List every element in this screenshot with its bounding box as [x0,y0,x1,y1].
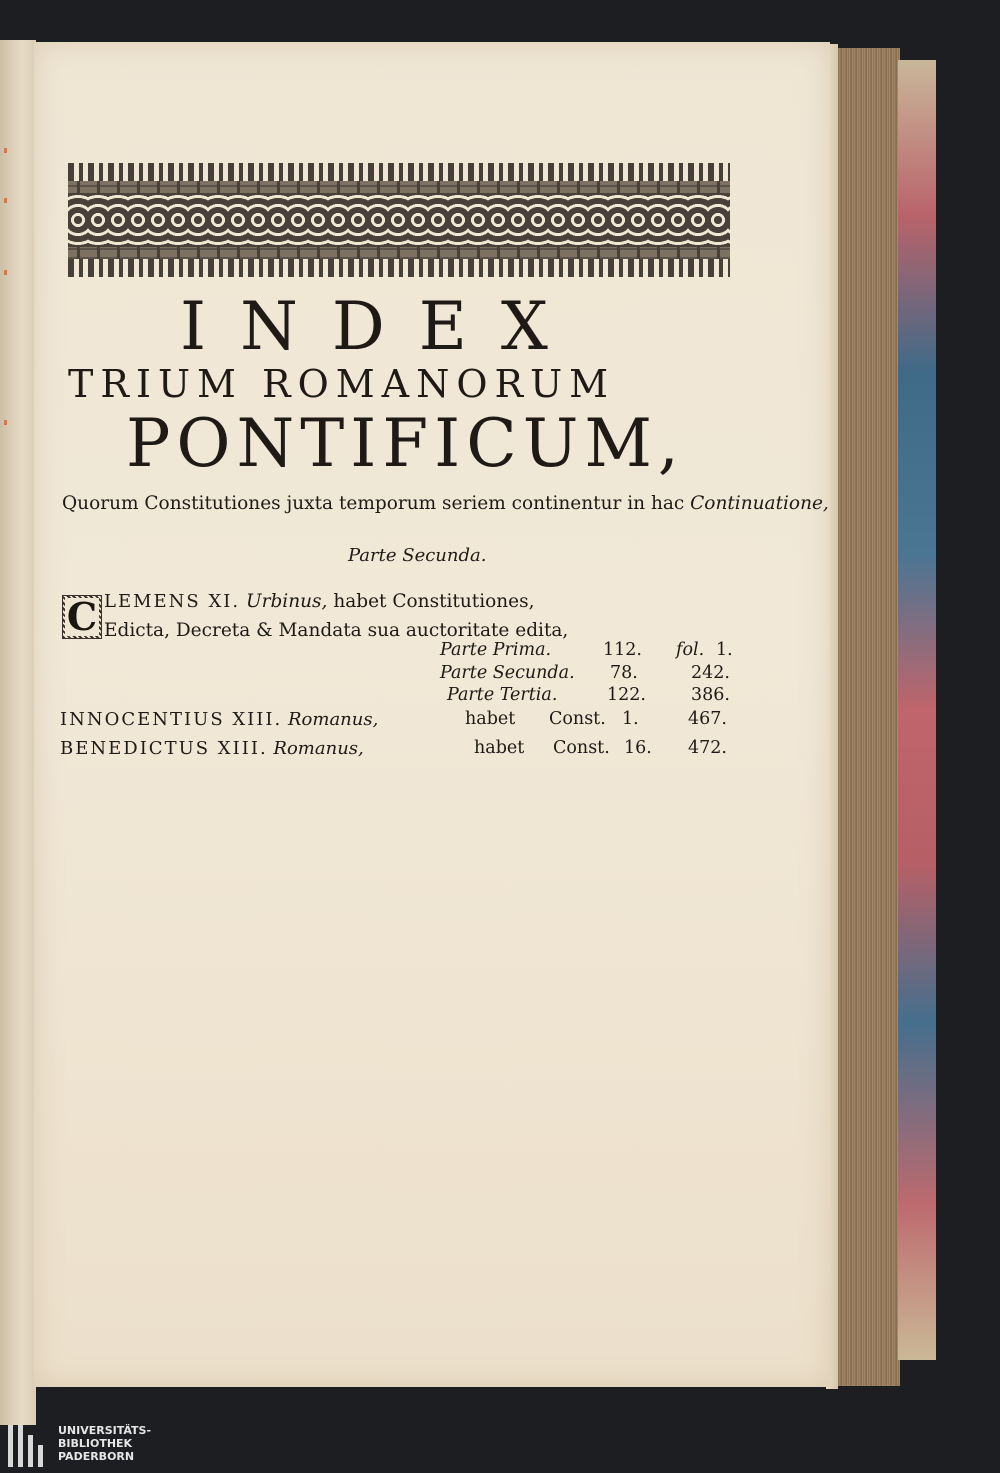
pope-const: Const. [553,738,610,758]
pope-row [60,709,378,730]
pope-habet: habet [465,709,516,729]
part-label: Parte Prima. [440,640,552,660]
book-block-edge [838,48,900,1386]
pope-page: 467. [688,709,727,729]
part-count: 112. [603,640,642,660]
part-count: 122. [607,685,646,705]
clemens-origin: Urbinus, [246,591,328,612]
library-logo [6,1424,206,1470]
clemens-line-2: Edicta, Decreta & Mandata sua auctoritate edita, [104,620,569,641]
subtitle-text: Quorum Constitutiones juxta temporum seriem continentur in hac [62,493,685,514]
pope-row [60,738,364,759]
logo-line-3: PADERBORN [58,1450,135,1463]
pope-name: BENEDICTUS XIII. [60,738,268,759]
pope-origin: Romanus, [287,709,379,730]
title-index: INDEX [180,288,582,365]
title-pontificum: PONTIFICUM, [126,405,685,482]
pope-count: 1. [622,709,639,729]
left-page-edge [0,40,36,1425]
pope-const: Const. [549,709,606,729]
part-fol: fol. [676,640,705,660]
part-page: 242. [691,663,730,683]
pope-count: 16. [624,738,652,758]
logo-line-2: BIBLIOTHEK [58,1437,133,1450]
book-cover-marbled [898,60,936,1360]
decorated-initial: C [62,595,102,639]
clemens-line [104,591,535,612]
logo-line-1: UNIVERSITÄTS- [58,1424,152,1437]
pope-habet: habet [474,738,525,758]
part-label: Parte Secunda. [440,663,575,683]
part-label: Parte Tertia. [447,685,558,705]
part-count: 78. [610,663,638,683]
title-trium-romanorum: TRIUM ROMANORUM [68,362,616,406]
pope-page: 472. [688,738,727,758]
subtitle-italic: Continuatione, [690,493,829,514]
pope-origin: Romanus, [273,738,364,759]
part-page: 1. [716,640,733,660]
ornament-banner [68,165,730,275]
logo-mark-icon [8,1425,44,1467]
clemens-rest: habet Constitutiones, [333,591,535,612]
pope-name: INNOCENTIUS XIII. [60,709,283,730]
clemens-name: LEMENS XI. [104,591,241,612]
part-page: 386. [691,685,730,705]
section-heading: Parte Secunda. [348,545,487,566]
subtitle [62,493,829,514]
